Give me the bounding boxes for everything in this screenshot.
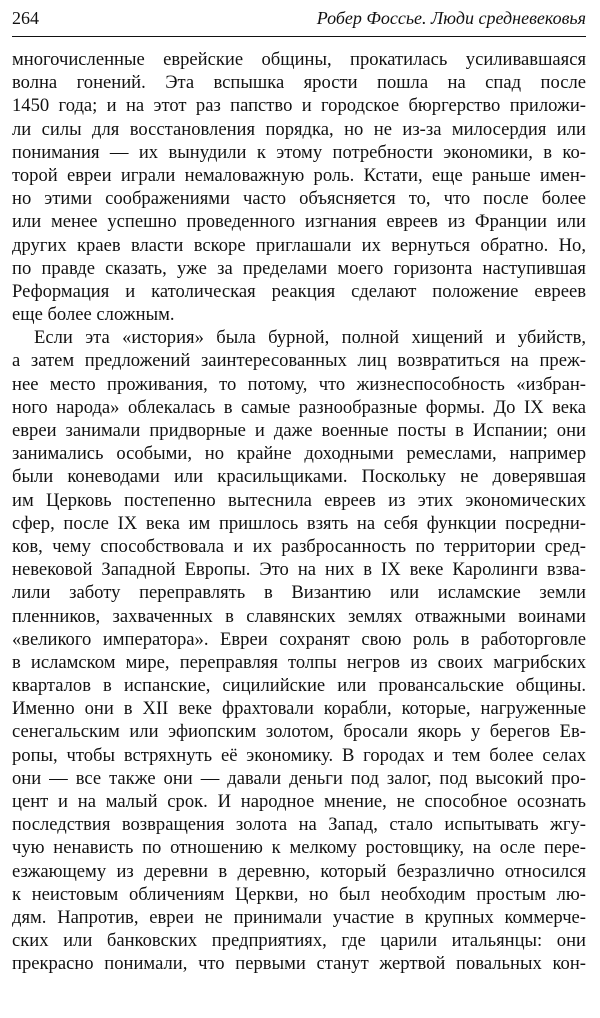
text-line: невековой Западной Европы. Это на них в IX веке Каролинги взва-	[12, 559, 586, 581]
text-line: ропы, чтобы встряхнуть её экономику. В городах и тем более селах	[12, 744, 586, 766]
paragraph	[12, 326, 586, 975]
running-title: Робер Фоссье. Люди средневековья	[316, 8, 586, 28]
text-line: понимания — их вынудили к этому потребности экономики, в ко-	[12, 141, 586, 163]
text-line: к неистовым обличениям Церкви, но был необходим простым лю-	[12, 883, 586, 905]
text-line: ков, чему способствовала и их разбросанность по территории сред-	[12, 535, 586, 557]
text-line: Реформация и католическая реакция сделают положение евреев	[12, 280, 586, 302]
text-line: «великого императора». Евреи сохранят свою роль в работорговле	[12, 628, 586, 650]
text-line: а затем предложений заинтересованных лиц возвратиться на преж-	[12, 350, 586, 372]
text-line: Если эта «история» была бурной, полной хищений и убийств,	[34, 327, 586, 349]
book-page	[12, 0, 586, 1018]
text-line: были коневодами или красильщиками. Поскольку не доверявшая	[12, 466, 586, 488]
text-line: ного народа» облекалась в самые разнообразные формы. До IX века	[12, 396, 586, 418]
text-line: евреи занимали придворные и даже военные посты в Испании; они	[12, 420, 586, 441]
text-line: занимались особыми, но крайне доходными ремеслами, например	[12, 443, 586, 465]
text-line: других краев власти вскоре приглашали их вернуться обратно. Но,	[12, 234, 586, 256]
text-line: они — все также они — давали деньги под залог, под высокий про-	[12, 767, 586, 789]
text-line: сенегальским или эфиопским золотом, бросали якорь у берегов Ев-	[12, 721, 586, 743]
text-line: Именно они в XII веке фрахтовали корабли, которые, нагруженные	[12, 698, 586, 720]
text-line: сфер, после IX века им пришлось взять на себя функции посредни-	[12, 512, 586, 534]
text-line: по правде сказать, уже за пределами моего горизонта наступившая	[12, 257, 586, 279]
text-line: езжающему из деревни в деревню, который безразлично относился	[12, 860, 586, 882]
text-line: лили заботу переправлять в Византию или исламские земли	[12, 582, 586, 604]
paragraph	[12, 48, 586, 326]
text-line: ских или банковских предприятиях, где царили итальянцы: они	[12, 930, 586, 952]
text-line: последствия возвращения золота на Запад, стало испытывать жгу-	[12, 814, 586, 836]
text-line: торой евреи играли немаловажную роль. Кстати, еще раньше имен-	[12, 164, 586, 186]
text-line: в исламском мире, переправляя толпы негров из своих магрибских	[12, 651, 586, 673]
text-line: кварталов в испанские, сицилийские или провансальские общины.	[12, 675, 586, 697]
text-line: нее место проживания, то потому, что жизнеспособность «избран-	[12, 373, 586, 395]
body-text	[12, 48, 586, 976]
header-divider	[12, 36, 586, 37]
text-line: прекрасно понимали, что первыми станут жертвой повальных кон-	[12, 953, 586, 975]
text-line: ли силы для восстановления порядка, но не из-за милосердия или	[12, 118, 586, 140]
text-line: пленников, захваченных в славянских землях отважными воинами	[12, 605, 586, 627]
text-line: им Церковь постепенно вытеснила евреев из этих экономических	[12, 489, 586, 511]
text-line: 1450 года; и на этот раз папство и городское бюргерство приложи-	[12, 95, 586, 117]
text-line: чую ненависть по отношению к мелкому ростовщику, на осле пере-	[12, 837, 586, 859]
text-line: дям. Напротив, евреи не принимали участие в крупных коммерче-	[12, 906, 586, 928]
page-header	[12, 6, 586, 32]
text-line: или менее успешно проведенного изгнания евреев из Франции или	[12, 211, 586, 233]
page-number: 264	[12, 8, 39, 28]
text-line: многочисленные еврейские общины, прокатилась усиливавшаяся	[12, 49, 586, 70]
text-line: волна гонений. Эта вспышка ярости пошла на спад после	[12, 72, 586, 94]
text-line: еще более сложным.	[12, 304, 175, 326]
text-line: цент и на малый срок. И народное мнение, не способное осознать	[12, 791, 586, 812]
text-line: но этими соображениями часто объясняется то, что после более	[12, 188, 586, 210]
